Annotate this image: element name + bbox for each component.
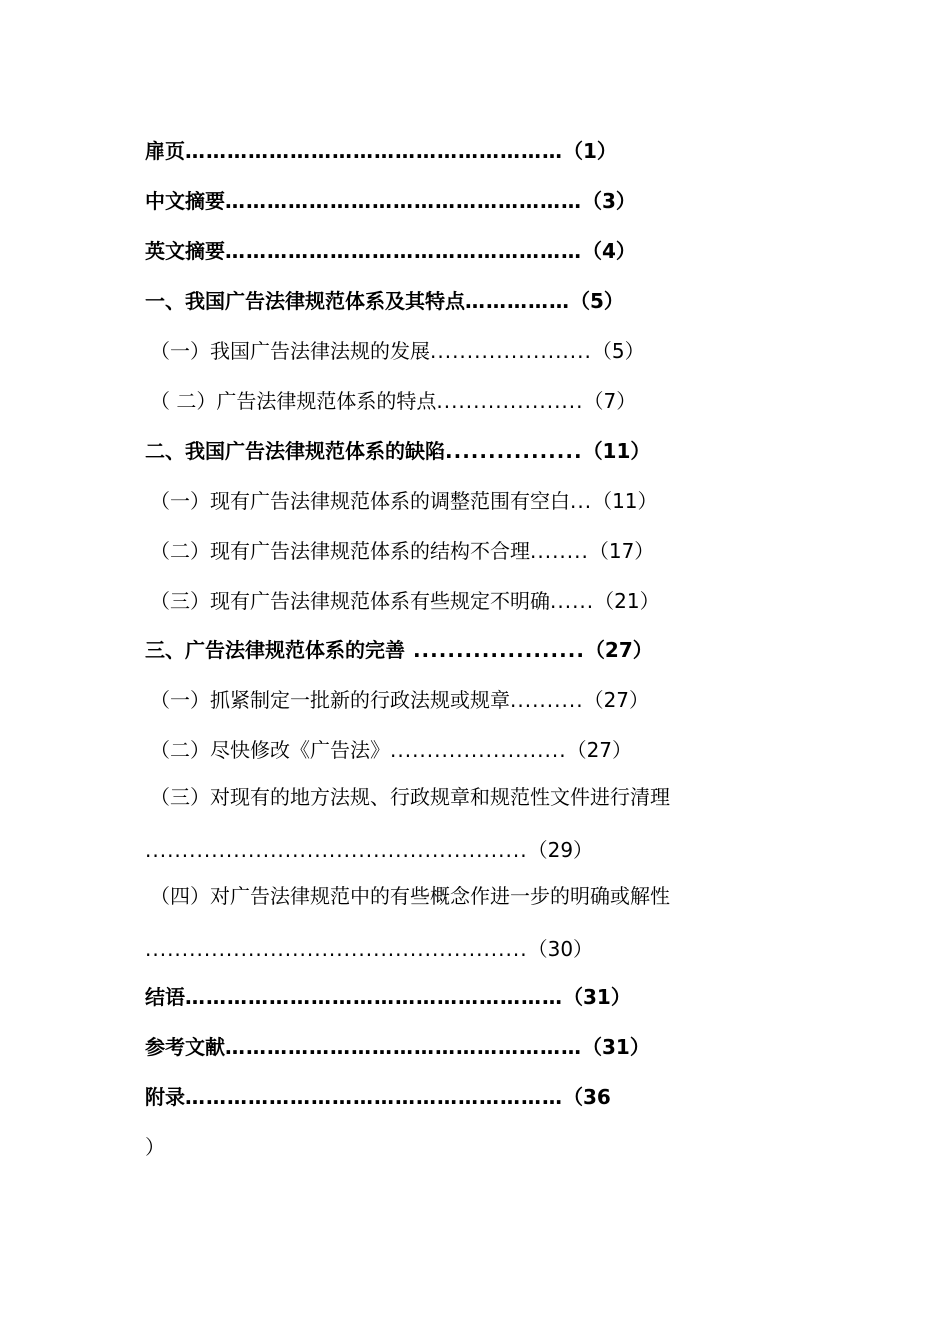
toc-title: 附录 bbox=[145, 1085, 185, 1109]
toc-title: （三）对现有的地方法规、行政规章和规范性文件进行清理 bbox=[150, 785, 670, 809]
toc-page: （27） bbox=[566, 738, 633, 762]
toc-entry-1-2[interactable] bbox=[150, 387, 636, 415]
toc-page: （21） bbox=[594, 589, 660, 613]
toc-entry-chapter-2[interactable] bbox=[145, 437, 650, 465]
toc-page: （1） bbox=[563, 139, 617, 163]
toc-leader: ... bbox=[570, 489, 593, 513]
toc-title: （一）我国广告法律法规的发展 bbox=[150, 339, 430, 363]
toc-leader: …………………………………………… bbox=[225, 1035, 582, 1059]
toc-entry-2-1[interactable] bbox=[150, 487, 658, 515]
toc-entry-chapter-3[interactable] bbox=[145, 636, 653, 664]
toc-title: ） bbox=[145, 1135, 165, 1159]
toc-leader: ........................ bbox=[390, 738, 567, 762]
toc-title: （ 二）广告法律规范体系的特点 bbox=[150, 389, 437, 413]
toc-entry-3-4[interactable] bbox=[150, 882, 670, 910]
toc-title: 三、广告法律规范体系的完善 bbox=[145, 638, 405, 662]
toc-page: （36 bbox=[563, 1085, 611, 1109]
toc-entry-appendix[interactable] bbox=[145, 1083, 611, 1111]
toc-title: 一、我国广告法律规范体系及其特点 bbox=[145, 289, 465, 313]
toc-entry-3-2[interactable] bbox=[150, 736, 632, 764]
toc-title: 参考文献 bbox=[145, 1035, 225, 1059]
toc-entry-chinese-abstract[interactable] bbox=[145, 187, 636, 215]
toc-page: （31） bbox=[582, 1035, 650, 1059]
toc-leader: ................ bbox=[445, 439, 583, 463]
toc-page: （17） bbox=[588, 539, 655, 563]
toc-leader: .................................................... bbox=[145, 838, 528, 862]
toc-entry-1-1[interactable] bbox=[150, 337, 645, 365]
toc-entry-english-abstract[interactable] bbox=[145, 237, 636, 265]
toc-leader: .................................................... bbox=[145, 937, 528, 961]
toc-leader: ……………………………………………… bbox=[185, 985, 563, 1009]
toc-page: （29） bbox=[527, 838, 594, 862]
toc-entry-title-page[interactable] bbox=[145, 137, 617, 165]
toc-leader: .................... bbox=[436, 389, 584, 413]
toc-entry-references[interactable] bbox=[145, 1033, 650, 1061]
toc-title: 英文摘要 bbox=[145, 239, 225, 263]
toc-title: （二）现有广告法律规范体系的结构不合理 bbox=[150, 539, 530, 563]
toc-title: 结语 bbox=[145, 985, 185, 1009]
toc-entry-chapter-1[interactable] bbox=[145, 287, 624, 315]
toc-title: （一）现有广告法律规范体系的调整范围有空白 bbox=[150, 489, 570, 513]
toc-entry-appendix-continued bbox=[145, 1133, 165, 1161]
toc-entry-3-4-continued[interactable] bbox=[145, 935, 593, 963]
toc-entry-3-1[interactable] bbox=[150, 686, 649, 714]
toc-leader: ……………………………………………… bbox=[185, 1085, 563, 1109]
toc-entry-2-2[interactable] bbox=[150, 537, 654, 565]
toc-leader: ...................... bbox=[430, 339, 592, 363]
toc-page: （27） bbox=[583, 688, 650, 712]
toc-title: （三）现有广告法律规范体系有些规定不明确 bbox=[150, 589, 550, 613]
toc-page: （5） bbox=[570, 289, 624, 313]
toc-page: （3） bbox=[582, 189, 636, 213]
toc-entry-3-3[interactable] bbox=[150, 783, 670, 811]
toc-page: （4） bbox=[582, 239, 636, 263]
toc-title: 中文摘要 bbox=[145, 189, 225, 213]
toc-page: （11） bbox=[582, 439, 651, 463]
toc-leader: …………………………………………… bbox=[225, 239, 582, 263]
toc-entry-3-3-continued[interactable] bbox=[145, 836, 593, 864]
toc-leader: …………………………………………… bbox=[225, 189, 582, 213]
toc-entry-2-3[interactable] bbox=[150, 587, 660, 615]
toc-leader: ……………………………………………… bbox=[185, 139, 563, 163]
toc-leader: …………… bbox=[465, 289, 570, 313]
toc-page: （30） bbox=[527, 937, 594, 961]
toc-page: （7） bbox=[583, 389, 637, 413]
toc-title: （一）抓紧制定一批新的行政法规或规章 bbox=[150, 688, 510, 712]
toc-title: 扉页 bbox=[145, 139, 185, 163]
toc-title: （二）尽快修改《广告法》 bbox=[150, 738, 390, 762]
toc-page: （27） bbox=[584, 638, 653, 662]
toc-page: （5） bbox=[591, 339, 645, 363]
toc-title: 二、我国广告法律规范体系的缺陷 bbox=[145, 439, 445, 463]
toc-title: （四）对广告法律规范中的有些概念作进一步的明确或解性 bbox=[150, 884, 670, 908]
toc-leader: .................... bbox=[405, 638, 585, 662]
toc-leader: ........ bbox=[530, 539, 589, 563]
toc-page: （11） bbox=[592, 489, 658, 513]
toc-page: （31） bbox=[563, 985, 631, 1009]
toc-leader: .......... bbox=[510, 688, 584, 712]
toc-leader: ...... bbox=[550, 589, 595, 613]
toc-entry-conclusion[interactable] bbox=[145, 983, 631, 1011]
